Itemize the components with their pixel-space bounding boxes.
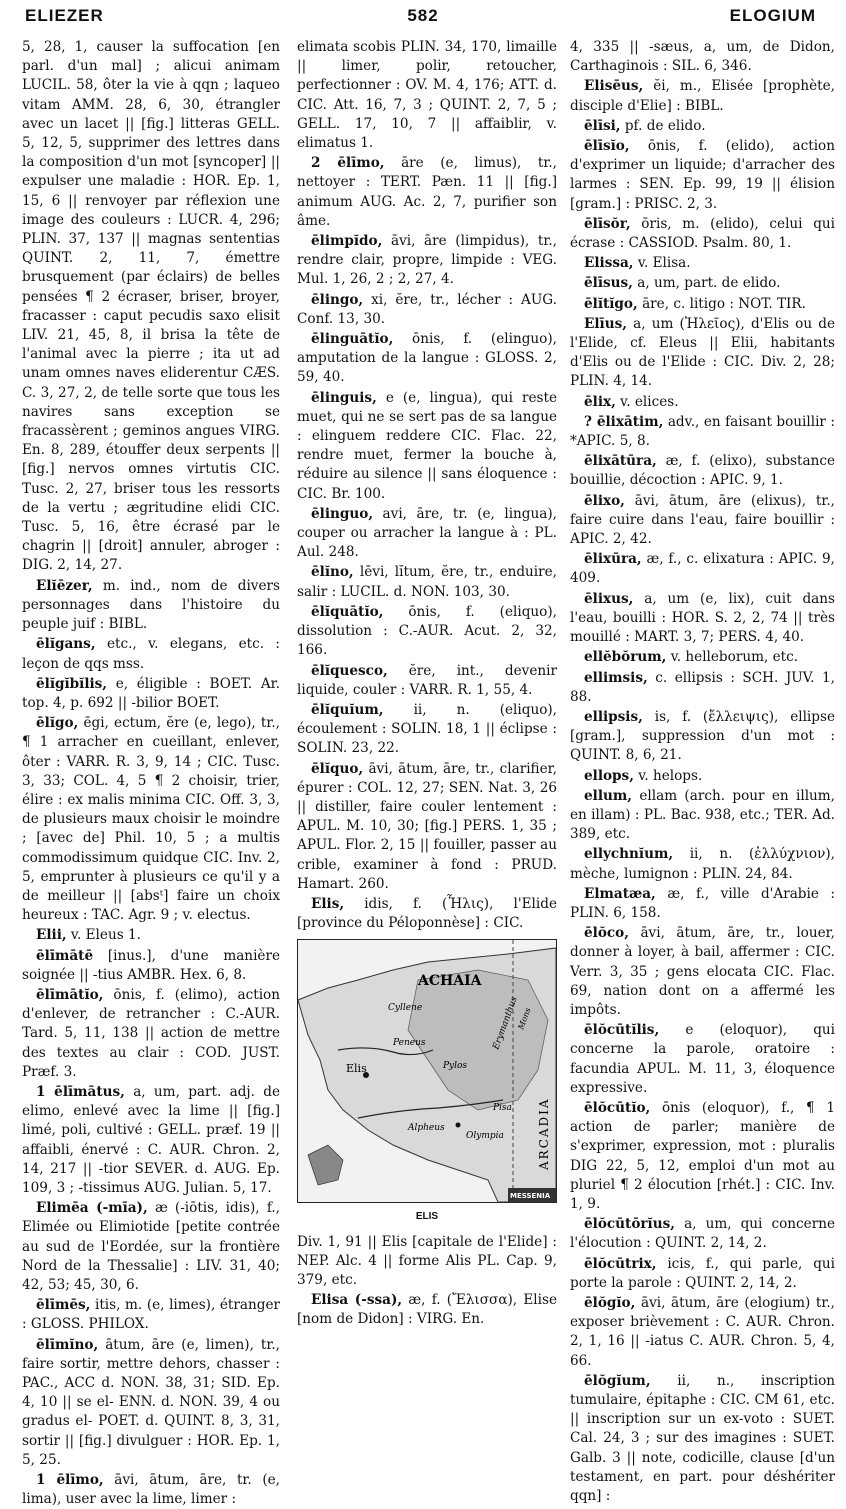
- entry-text: is, f. (ἔλλειψις), ellipse [gram.], suppression d'un mot : QUINT. 8, 6, 21.: [570, 708, 836, 764]
- entry-headword: Elisa (-ssa),: [311, 1292, 403, 1309]
- entry-headword: ēlixo,: [584, 492, 625, 509]
- entry-text: e (eloquor), qui concerne la parole, oratoire : facundia APUL. M. 11, 3, éloquence expressive.: [570, 1022, 835, 1096]
- entry-headword: Elĭēzer,: [36, 577, 93, 594]
- dictionary-entry: [22, 635, 280, 673]
- dictionary-entry: [297, 505, 557, 563]
- column-2: [297, 38, 557, 1338]
- entry-headword: ēlīmātĭo,: [36, 986, 104, 1003]
- entry-text: ātum, āre (e, limen), tr., faire sortir, mettre dehors, chasser : PAC., ACC d. NON. 38, 31; SID. Ep. 4, 10 || se el- ENN. d. NON. 39, 4 ou gradus el- POET. d. QUINT. 8, 3, 31, sortir || [fig.] divulguer : HOR. Ep. 1, 5, 25.: [22, 1336, 280, 1468]
- dictionary-entry: [570, 845, 835, 883]
- dictionary-entry: [22, 1083, 280, 1198]
- entry-headword: ēlĭquātĭo,: [311, 603, 384, 620]
- entry-headword: ellops,: [584, 767, 634, 784]
- entry-headword: ēlix,: [584, 393, 616, 410]
- entry-headword: ēlīsŏr,: [584, 215, 631, 232]
- entry-text: v. helleborum, etc.: [670, 649, 799, 666]
- dictionary-entry: [297, 232, 557, 290]
- label-arcadia: ARCADIA: [537, 1097, 551, 1171]
- dictionary-entry: [570, 413, 835, 451]
- dictionary-entry: [22, 1199, 280, 1295]
- entry-headword: ēlīsus,: [584, 275, 633, 292]
- entry-text: āvi, ātum, āre (elixus), tr., faire cuire dans l'eau, faire bouillir : APIC. 2, 42.: [570, 492, 835, 548]
- dictionary-entry: [570, 767, 835, 786]
- entry-text: v. Elisa.: [637, 255, 691, 272]
- dictionary-entry: [297, 38, 557, 153]
- label-elis: Elis: [346, 1062, 367, 1076]
- dictionary-entry: [570, 274, 835, 293]
- dictionary-entry: [570, 924, 835, 1020]
- dictionary-entry: [297, 291, 557, 329]
- entry-text: ōnis, f. (elido), action d'exprimer un liquide; d'arracher des larmes : SEN. Ep. 99, 19 || élision [gram.] : PRISC. 2, 3.: [570, 138, 835, 212]
- entry-headword: ēlŏcūtĭlis,: [584, 1022, 660, 1039]
- entry-headword: ēlŏco,: [584, 925, 629, 942]
- entry-text: æ, f., c. elixatura : APIC. 9, 409.: [570, 551, 835, 587]
- entry-text: ōris, m. (elido), celui qui écrase : CASSIOD. Psalm. 80, 1.: [570, 215, 835, 252]
- entry-text: ii, n. (ἐλλύχνιον), mèche, lumignon : PLIN. 24, 84.: [570, 846, 835, 882]
- entry-headword: ēlĭtĭgo,: [584, 295, 638, 312]
- dictionary-entry: [22, 947, 280, 985]
- entry-headword: ellum,: [584, 787, 632, 804]
- entry-headword: ēlingo,: [311, 291, 364, 308]
- dictionary-entry: [22, 1471, 280, 1509]
- entry-headword: 1 ēlīmo,: [36, 1472, 104, 1489]
- entry-text: Div. 1, 91 || Elis [capitale de l'Elide] : NEP. Alc. 4 || forme Alis PL. Cap. 9, 379, etc.: [297, 1233, 557, 1288]
- dictionary-entry: [297, 895, 557, 933]
- dictionary-entry: [570, 550, 835, 588]
- page-header: [0, 0, 846, 34]
- entry-text: pf. de elido.: [624, 117, 706, 134]
- dictionary-entry: [570, 885, 835, 923]
- entry-text: ēgi, ectum, ĕre (e, lego), tr., ¶ 1 arracher en cueillant, enlever, ôter : VARR. R. 3, 9, 14 ; CIC. Tusc. 3, 33; COL. 4, 5 ¶ 2 choisir, trier, élire : ex malis minima CIC. Off. 3, 3, de plusieurs maux choisir le moindre ; [avec de] Phil. 10, 5 ; a multis commodissimum quidque CIC. Inv. 2, 5, emprunter à plusieurs ce qu'il y a de meilleur || [absᵗ] faire un choix heureux : TAC. Agr. 9 ; v. electus.: [22, 715, 280, 924]
- entry-headword: ēlĭgans,: [36, 636, 96, 653]
- dictionary-entry: [297, 1291, 557, 1329]
- label-olympia: Olympia: [466, 1131, 504, 1142]
- header-right-guide-word: ELOGIUM: [729, 6, 816, 25]
- entry-text: avi, āre, tr. (e, lingua), couper ou arracher la langue à : PL. Aul. 248.: [297, 505, 557, 561]
- dictionary-entry: [297, 389, 557, 504]
- entry-headword: ēlinguātĭo,: [311, 331, 394, 348]
- entry-headword: 1 ēlīmātus,: [36, 1083, 125, 1100]
- entry-headword: ellĕbŏrum,: [584, 649, 667, 666]
- entry-text: xi, ĕre, tr., lécher : AUG. Conf. 13, 30.: [297, 291, 557, 327]
- entry-headword: ēlīmēs,: [36, 1297, 91, 1314]
- entry-headword: Elīus,: [584, 315, 627, 332]
- entry-text: 4, 335 || -sæus, a, um, de Didon, Carthaginois : SIL. 6, 346.: [570, 39, 835, 75]
- dictionary-entry: [570, 77, 835, 115]
- entry-headword: ellipsis,: [584, 708, 643, 725]
- header-left-guide-word: ELIEZER: [25, 6, 104, 25]
- entry-text: ĕi, m., Elisée [prophète, disciple d'Elie] : BIBL.: [570, 78, 835, 114]
- entry-headword: ēlixus,: [584, 590, 634, 607]
- entry-text: v. elices.: [620, 393, 679, 410]
- entry-text: a, um (e, lix), cuit dans l'eau, bouilli : HOR. S. 2, 2, 74 || très mouillé : MART. 3, 7; PERS. 4, 40.: [570, 590, 835, 646]
- entry-headword: Elmatæa,: [584, 885, 656, 902]
- entry-headword: Elimēa (-mīa),: [36, 1200, 148, 1217]
- entry-headword: Elis,: [311, 895, 345, 912]
- dictionary-entry: [570, 38, 835, 76]
- entry-headword: ēlŏcūtrix,: [584, 1255, 657, 1272]
- entry-headword: Elii,: [36, 927, 67, 944]
- entry-headword: ēlīsi,: [584, 117, 621, 134]
- entry-headword: ēlīmātē: [36, 947, 94, 964]
- dictionary-entry: [297, 662, 557, 700]
- label-mons: Mons: [516, 1007, 533, 1032]
- page-number: 582: [407, 6, 439, 25]
- entry-text: v. Eleus 1.: [70, 927, 141, 944]
- entry-text: ōnis, f. (elinguo), amputation de la langue : GLOSS. 2, 59, 40.: [297, 331, 557, 386]
- column-1: [22, 38, 281, 1508]
- dictionary-entry: [570, 1372, 835, 1506]
- dictionary-entry: [570, 117, 835, 136]
- entry-text: m. ind., nom de divers personnages dans l'histoire du peuple juif : BIBL.: [22, 577, 280, 633]
- entry-text: idis, f. (Ἦλις), l'Elide [province du Péloponnèse] : CIC.: [297, 895, 557, 932]
- label-messenia: MESSENIA: [510, 1192, 551, 1201]
- entry-headword: ēlĭquo,: [311, 760, 364, 777]
- dictionary-entry: [22, 577, 280, 635]
- dictionary-entry: [570, 137, 835, 214]
- entry-text: ōnis (eloquor), f., ¶ 1 action de parler; manière de s'exprimer, expression, mot : pluralis DIG 22, 5, 12, emploi d'un mot au pluriel ¶ 2 élocution [rhét.] : CIC. Inv. 1, 9.: [570, 1099, 835, 1212]
- entry-headword: ēlĭquesco,: [311, 662, 388, 679]
- label-cyllene: Cyllene: [388, 1003, 423, 1014]
- dictionary-entry: [570, 590, 835, 648]
- dictionary-entry: [570, 215, 835, 253]
- dictionary-entry: [570, 669, 835, 707]
- dictionary-entry: [297, 603, 557, 661]
- entry-text: æ, f., ville d'Arabie : PLIN. 6, 158.: [570, 885, 835, 921]
- map-of-elis: [297, 939, 557, 1203]
- map-svg: [298, 940, 556, 1202]
- entry-text: a, um, qui concerne l'élocution : QUINT. 2, 14, 2.: [570, 1216, 835, 1252]
- dictionary-entry: [297, 154, 557, 231]
- entry-text: e (e, lingua), qui reste muet, qui ne se sert pas de sa langue : elinguem reddere CIC. Flac. 22, rendre muet, fermer la bouche à, réduire au silence || sans éloquence : CIC. Br. 100.: [297, 389, 557, 502]
- dictionary-entry: [22, 986, 280, 1082]
- entry-text: adv., en faisant bouillir : *APIC. 5, 8.: [570, 413, 835, 450]
- entry-text: etc., v. elegans, etc. : leçon de qqs mss.: [22, 636, 280, 672]
- dictionary-entry: [297, 1233, 557, 1291]
- entry-text: āvi, ātum, āre, tr. (e, lima), user avec la lime, limer :: [22, 1472, 280, 1508]
- entry-text: ellam (arch. pour en illum, en illam) : PL. Bac. 938, etc.; TER. Ad. 389, etc.: [570, 787, 836, 843]
- entry-text: æ, f. (Ἔλισσα), Elise [nom de Didon] : VIRG. En.: [297, 1292, 557, 1328]
- dictionary-entry: [22, 38, 280, 576]
- entry-text: āre, c. litigo : NOT. TIR.: [642, 295, 806, 312]
- entry-headword: Elissa,: [584, 255, 634, 272]
- dictionary-entry: [22, 714, 280, 925]
- dictionary-entry: [570, 295, 835, 314]
- dictionary-entry: [570, 708, 835, 766]
- entry-headword: ēlīsĭo,: [584, 138, 630, 155]
- entry-text: āvi, ātum, āre, tr., clarifier, épurer : COL. 12, 27; SEN. Nat. 3, 26 || distiller, faire couler lentement : APUL. M. 10, 30; [fig.] PERS. 1, 35 ; APUL. Flor. 2, 15 || fouiller, passer au crible, examiner à fond : PRUD. Hamart. 260.: [297, 760, 557, 892]
- entry-headword: ēlŏgĭo,: [584, 1295, 636, 1311]
- entry-text: 5, 28, 1, causer la suffocation [en parl. d'un mal] ; alicui animam LUCIL. 58, ôter la vie à qqn ; laqueo vitam AMM. 28, 6, 30, étrangler avec un lacet || [fig.] litteras GELL. 5, 12, 5, supprimer des lettres dans la composition d'un mot [syncoper] || expulser une maladie : HOR. Ep. 1, 15, 6 || renvoyer par réflexion une image des couleurs : LUCR. 4, 296; PLIN. 37, 137 || magnas sententias QUINT. 2, 11, 7, émettre brusquement (par éclairs) de belles pensées ¶ 2 écraser, briser, broyer, fracasser : caput pecudis saxo elisit LIV. 21, 45, 8, il brisa la tête de l'animal avec la pierre ; ita ut ad unam omnes naves eliderentur CÆS. C. 3, 27, 2, de telle sorte que tous les navires sans exception se fracassèrent ; geminos angues VIRG. En. 8, 289, étouffer deux serpents || [fig.] nervos omnes virtutis CIC. Tusc. 2, 27, briser tous les ressorts de la vertu ; ægritudine elidi CIC. Tusc. 5, 16, être écrasé par le chagrin || [droit] annuler, abroger : DIG. 2, 14, 27.: [22, 39, 280, 574]
- entry-headword: ēlŏcūtĭo,: [584, 1099, 651, 1116]
- entry-headword: ēlīmĭno,: [36, 1336, 99, 1353]
- entry-headword: 2 ēlīmo,: [311, 155, 385, 172]
- map-caption: ELIS: [415, 1211, 439, 1223]
- entry-headword: ellychnĭum,: [584, 846, 674, 863]
- entry-headword: ēlimpĭdo,: [311, 233, 383, 250]
- entry-text: elimata scobis PLIN. 34, 170, limaille || limer, polir, retoucher, perfectionner : OV. M. 4, 176; ATT. d. CIC. Att. 16, 7, 3 ; QUINT. 2, 7, 5 ; GELL. 17, 10, 7 || affaiblir, v. elimatus 1.: [297, 39, 557, 152]
- entry-text: ĕre, int., devenir liquide, couler : VARR. R. 1, 55, 4.: [297, 662, 557, 698]
- entry-text: itis, m. (e, limes), étranger : GLOSS. PHILOX.: [22, 1297, 280, 1333]
- label-pylos: Pylos: [443, 1061, 468, 1072]
- entry-headword: ēlĭquĭum,: [311, 701, 384, 718]
- dictionary-entry: [570, 648, 835, 667]
- dictionary-entry: [570, 452, 835, 490]
- entry-headword: ellimsis,: [584, 669, 648, 686]
- dictionary-entry: [570, 1215, 835, 1253]
- entry-text: icis, f., qui parle, qui porte la parole : QUINT. 2, 14, 2.: [570, 1255, 835, 1291]
- label-pisa: Pisa: [493, 1103, 512, 1114]
- entry-text: æ (-iōtis, idis), f., Elimée ou Elimiotide [petite contrée au sud de l'Eordée, sur la frontière Nord de la Thessalie] : LIV. 31, 40; 42, 53; 45, 30, 6.: [22, 1200, 281, 1293]
- dictionary-entry: [22, 675, 280, 713]
- dictionary-entry: [570, 393, 835, 412]
- dictionary-entry: [297, 701, 557, 759]
- dictionary-entry: [22, 1336, 280, 1470]
- entry-text: a, um (Ἠλεῖος), d'Elis ou de l'Elide, cf. Eleus || Elii, habitants d'Elis ou de l'Elide : CIC. Div. 2, 28; PLIN. 4, 14.: [570, 315, 835, 390]
- entry-headword: ēlŏcūtōrĭus,: [584, 1216, 675, 1233]
- olympia-marker: [456, 1123, 461, 1128]
- entry-text: ōnis, f. (elimo), action d'enlever, de retrancher : C.-AUR. Tard. 5, 11, 138 || action de mettre des textes au clair : COD. JUST. Præf. 3.: [22, 986, 280, 1080]
- entry-text: lēvi, lĭtum, ĕre, tr., enduire, salir : LUCIL. d. NON. 103, 30.: [297, 564, 557, 600]
- entry-text: āvi, ātum, āre, tr., louer, donner à loyer, à bail, affermer : CIC. Verr. 3, 35 ; gens elocata CIC. Flac. 69, nation dont on a affermé les impôts.: [570, 925, 835, 1018]
- label-erymanthus: Erymanthus: [491, 995, 520, 1052]
- entry-text: [inus.], d'une manière soignée || -tius AMBR. Hex. 6, 8.: [22, 947, 281, 983]
- entry-text: āvi, āre (limpidus), tr., rendre clair, propre, limpide : VEG. Mul. 1, 26, 2 ; 2, 27, 4.: [297, 233, 558, 288]
- dictionary-entry: [297, 563, 557, 601]
- entry-text: a, um, part. adj. de elimo, enlevé avec la lime || [fig.] limé, poli, cultivé : GELL. præf. 19 || affaibli, énervé : C. AUR. Chron. 2, 14, 217 || -tior SEVER. d. AUG. Ep. 109, 3 ; -tissimus AUG. Julian. 5, 17.: [22, 1083, 280, 1196]
- entry-text: ōnis, f. (eliquo), dissolution : C.-AUR. Acut. 2, 32, 166.: [297, 603, 557, 659]
- entry-headword: ? ēlixātim,: [584, 413, 664, 430]
- entry-text: e, éligible : BOET. Ar. top. 4, p. 692 || -bilior BOET.: [22, 675, 280, 711]
- label-peneus: Peneus: [393, 1038, 426, 1049]
- dictionary-entry: [297, 330, 557, 388]
- dictionary-entry: [570, 787, 835, 845]
- entry-text: c. ellipsis : SCH. JUV. 1, 88.: [570, 669, 835, 705]
- entry-headword: ēlĭno,: [311, 564, 354, 581]
- dictionary-entry: [22, 926, 280, 945]
- dictionary-entry: [570, 492, 835, 550]
- dictionary-entry: [570, 1294, 835, 1371]
- dictionary-entry: [570, 315, 835, 392]
- entry-text: ii, n., inscription tumulaire, épitaphe : CIC. CM 61, etc. || inscription sur un ex-voto : SUET. Cal. 24, 3 ; sur des imagines : SUET. Galb. 3 || note, codicille, clause [d'un testament, en part. pour déshériter qqn] :: [570, 1372, 836, 1505]
- dictionary-entry: [570, 1021, 835, 1098]
- entry-text: āvi, ātum, āre (elogium) tr., exposer brièvement : C. AUR. Chron. 2, 1, 16 || -iatus C. AUR. Chron. 5, 4, 66.: [570, 1295, 835, 1369]
- entry-headword: ēlĭgĭbĭlis,: [36, 675, 108, 692]
- label-achaia: ACHAIA: [418, 973, 482, 990]
- entry-headword: ēlinguis,: [311, 389, 377, 406]
- entry-text: ii, n. (eliquo), écoulement : SOLIN. 18, 1 || éclipse : SOLIN. 23, 22.: [297, 701, 558, 757]
- dictionary-entry: [297, 760, 557, 894]
- entry-headword: ēlĭgo,: [36, 715, 79, 732]
- entry-text: a, um, part. de elido.: [637, 275, 781, 292]
- dictionary-entry: [570, 254, 835, 273]
- entry-headword: ēlŏgĭum,: [584, 1372, 651, 1389]
- entry-headword: ēlixūra,: [584, 551, 642, 568]
- entry-headword: ēlinguo,: [311, 505, 374, 522]
- column-3: [570, 38, 836, 1505]
- entry-headword: ēlixātūra,: [584, 453, 657, 470]
- dictionary-entry: [570, 1099, 835, 1214]
- dictionary-entry: [570, 1255, 835, 1293]
- entry-text: āre (e, limus), tr., nettoyer : TERT. Pæn. 11 || [fig.] animum AUG. Ac. 2, 7, purifier son âme.: [297, 155, 557, 229]
- entry-text: v. helops.: [638, 767, 703, 784]
- entry-headword: Elisēus,: [584, 78, 644, 95]
- dictionary-entry: [22, 1296, 280, 1334]
- entry-text: æ, f. (elixo), substance bouillie, décoction : APIC. 9, 1.: [570, 453, 835, 489]
- label-alpheus: Alpheus: [408, 1123, 445, 1134]
